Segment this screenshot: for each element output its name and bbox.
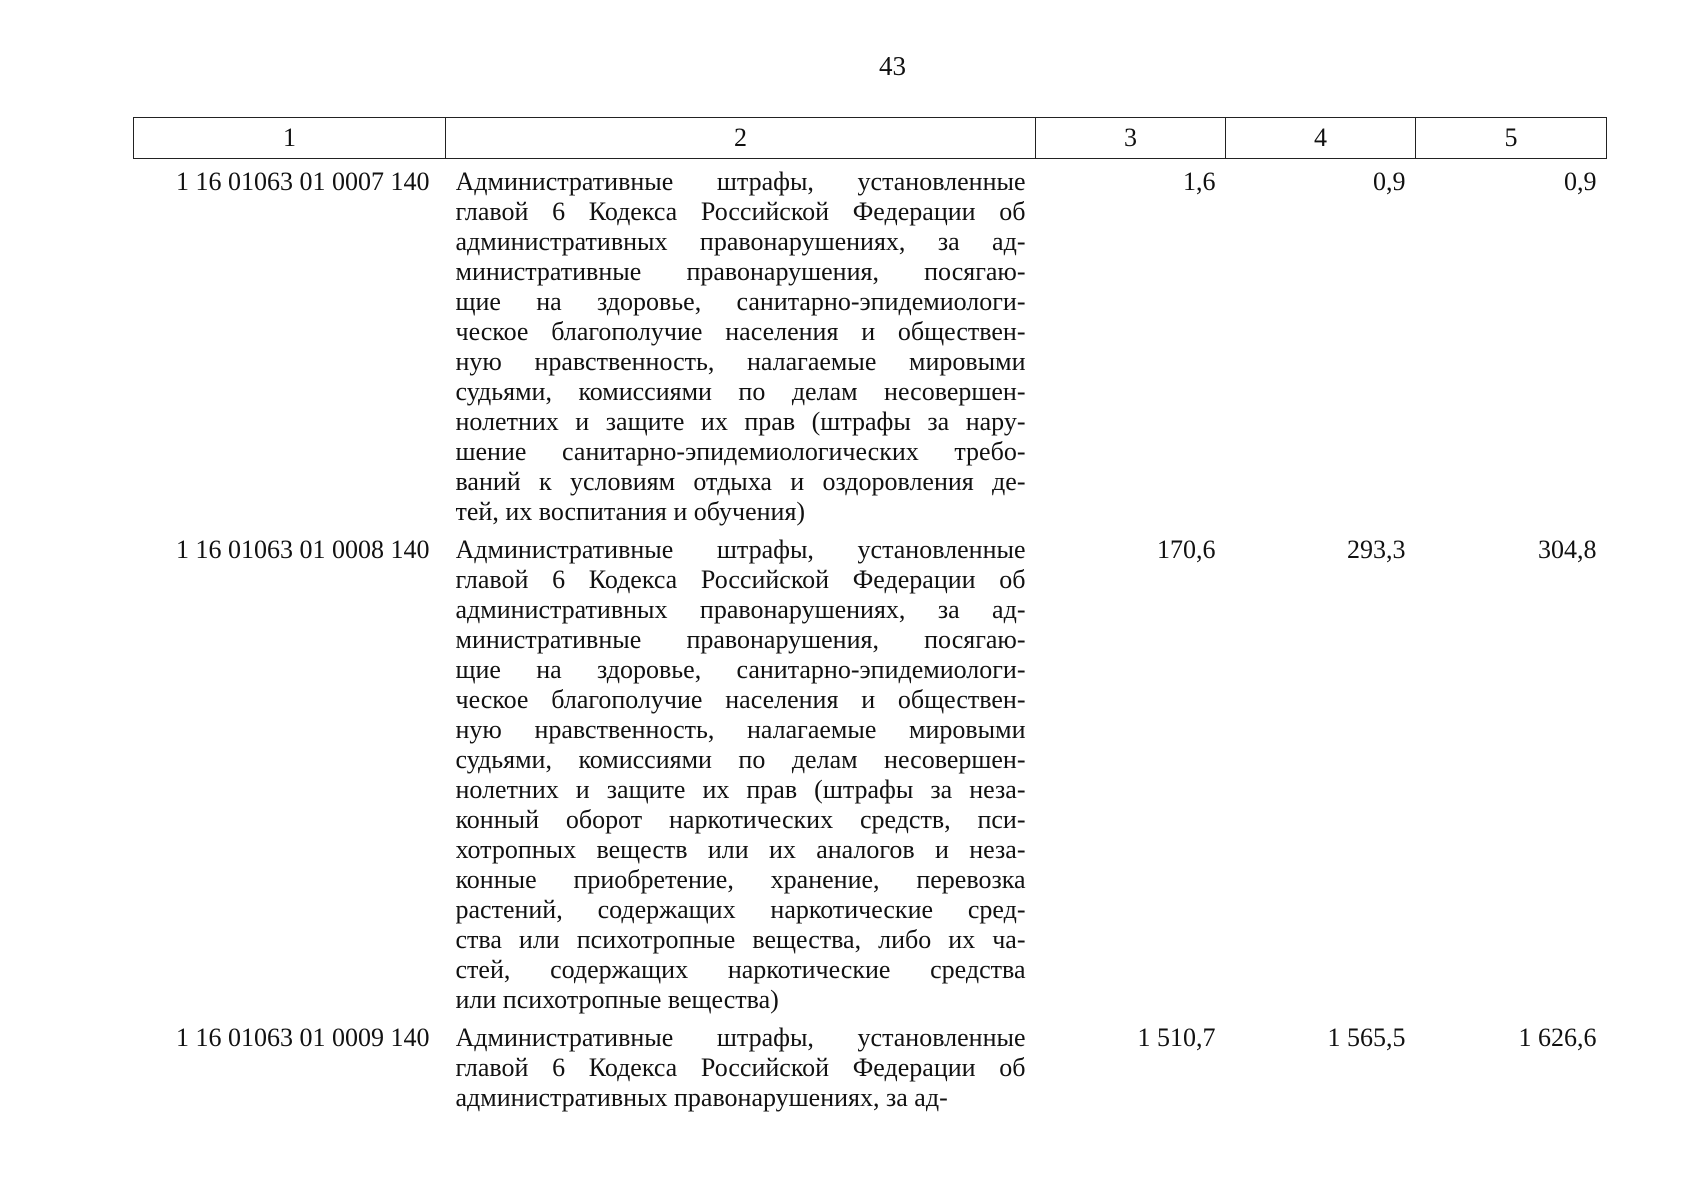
value-col-4: 293,3 — [1347, 535, 1406, 564]
description-line: Административные штрафы, установленные — [455, 535, 1026, 564]
value-col-5: 304,8 — [1538, 535, 1597, 564]
description-line: судьями, комиссиями по делам несовершен- — [455, 745, 1026, 774]
table-body — [134, 159, 1607, 1122]
description — [446, 535, 1036, 1023]
table-row — [134, 1023, 1607, 1121]
page-number: 43 — [879, 51, 906, 81]
description-line: тей, их воспитания и обучения) — [455, 497, 806, 526]
description-line: судьями, комиссиями по делам несовершен- — [455, 377, 1026, 406]
value-col-3: 170,6 — [1157, 535, 1216, 564]
value-col-4: 0,9 — [1373, 167, 1406, 196]
header-col-5: 5 — [1416, 118, 1607, 159]
description-line: главой 6 Кодекса Российской Федерации об — [455, 565, 1026, 594]
description-line: ную нравственность, налагаемые мировыми — [455, 347, 1026, 376]
description-line: щие на здоровье, санитарно-эпидемиологи- — [455, 287, 1026, 316]
description-line: хотропных веществ или их аналогов и неза- — [455, 835, 1026, 864]
description-line: министративные правонарушения, посягаю- — [455, 257, 1026, 286]
budget-code: 1 16 01063 01 0007 140 — [176, 167, 430, 196]
header-col-3: 3 — [1036, 118, 1226, 159]
description-line: главой 6 Кодекса Российской Федерации об — [455, 1053, 1026, 1082]
description-line: административных правонарушениях, за ад- — [455, 227, 1026, 256]
description-line: растений, содержащих наркотические сред- — [455, 895, 1026, 924]
value-col-5: 0,9 — [1564, 167, 1597, 196]
description-line: ную нравственность, налагаемые мировыми — [455, 715, 1026, 744]
value-col-3: 1,6 — [1183, 167, 1216, 196]
description-line: нолетних и защите их прав (штрафы за неза- — [455, 775, 1026, 804]
description-line: главой 6 Кодекса Российской Федерации об — [455, 197, 1026, 226]
description-line: стей, содержащих наркотические средства — [455, 955, 1026, 984]
description-line: ства или психотропные вещества, либо их ча- — [455, 925, 1026, 954]
description-line: щие на здоровье, санитарно-эпидемиологи- — [455, 655, 1026, 684]
table-row — [134, 159, 1607, 536]
value-col-3: 1 510,7 — [1137, 1023, 1216, 1052]
header-row — [134, 118, 1607, 159]
description-line: шение санитарно-эпидемиологических требо- — [455, 437, 1026, 466]
header-col-2: 2 — [446, 118, 1036, 159]
header-col-4: 4 — [1226, 118, 1416, 159]
table-row — [134, 535, 1607, 1023]
description-line: Административные штрафы, установленные — [455, 167, 1026, 196]
description-line: конный оборот наркотических средств, пси- — [455, 805, 1026, 834]
description-line: Административные штрафы, установленные — [455, 1023, 1026, 1052]
value-col-5: 1 626,6 — [1518, 1023, 1597, 1052]
description-line: ческое благополучие населения и обществен- — [455, 317, 1026, 346]
description-line: административных правонарушениях, за ад- — [455, 1083, 948, 1112]
budget-table — [133, 117, 1607, 1121]
description-line: ческое благополучие населения и обществен- — [455, 685, 1026, 714]
description — [446, 159, 1036, 536]
description-line: министративные правонарушения, посягаю- — [455, 625, 1026, 654]
description-line: ваний к условиям отдыха и оздоровления де- — [455, 467, 1026, 496]
budget-code: 1 16 01063 01 0009 140 — [176, 1023, 430, 1052]
description-line: или психотропные вещества) — [455, 985, 779, 1014]
budget-code: 1 16 01063 01 0008 140 — [176, 535, 430, 564]
description-line: конные приобретение, хранение, перевозка — [455, 865, 1026, 894]
header-col-1: 1 — [134, 118, 446, 159]
description-line: административных правонарушениях, за ад- — [455, 595, 1026, 624]
value-col-4: 1 565,5 — [1327, 1023, 1406, 1052]
description — [446, 1023, 1036, 1121]
table-header — [134, 118, 1607, 159]
description-line: нолетних и защите их прав (штрафы за нару- — [455, 407, 1026, 436]
